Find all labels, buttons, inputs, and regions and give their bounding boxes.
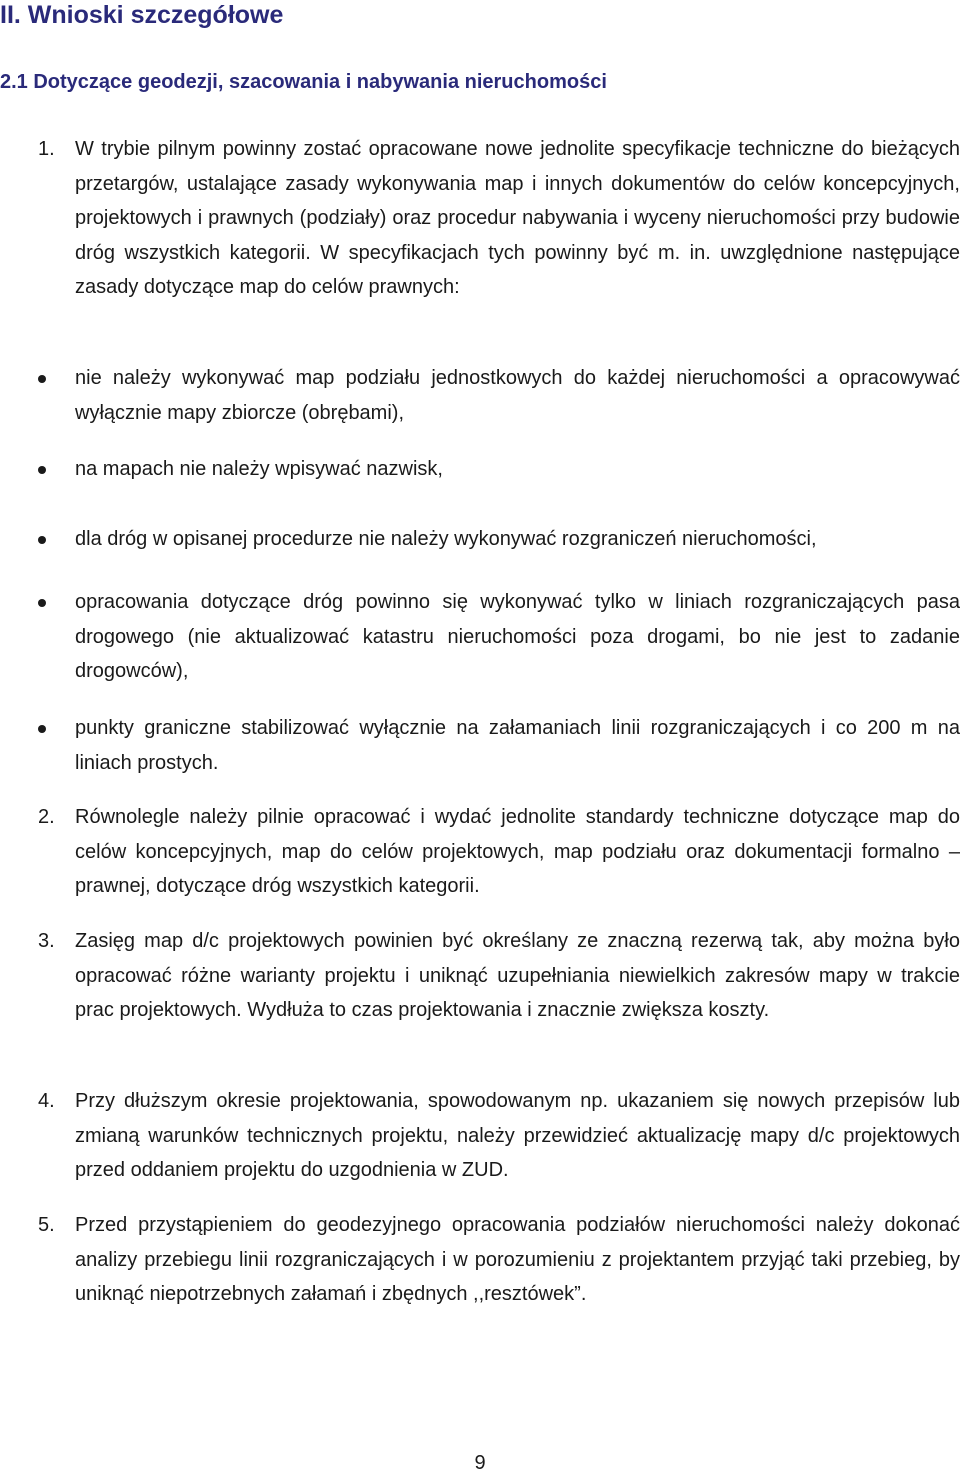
item-number: 1. xyxy=(38,138,55,160)
list-item xyxy=(0,132,960,305)
item-number: 4. xyxy=(38,1090,55,1112)
item-text: Równolegle należy pilnie opracować i wydać jednolite standardy techniczne dotyczące map do celów koncepcyjnych, map do celów projektowych, map podziału oraz dokumentacji formalno – prawnej, dotyczące dróg wszystkich kategorii. xyxy=(75,806,960,897)
bullet-item xyxy=(0,522,960,557)
item-text: Zasięg map d/c projektowych powinien być określany ze znaczną rezerwą tak, aby można było opracować różne warianty projektu i uniknąć uzupełniania niewielkich zakresów mapy w trakcie prac projektowych. Wydłuża to czas projektowania i znacznie zwiększa koszty. xyxy=(75,930,960,1021)
item-text: W trybie pilnym powinny zostać opracowane nowe jednolite specyfikacje techniczne do bieżących przetargów, ustalające zasady wykonywania map i innych dokumentów do celów koncepcyjnych, projektowych i prawnych (podziały) oraz procedur nabywania i wyceny nieruchomości przy budowie dróg wszystkich kategorii. W specyfikacjach tych powinny być m. in. uwzględnione następujące zasady dotyczące map do celów prawnych: xyxy=(75,138,960,298)
subsection-title: 2.1 Dotyczące geodezji, szacowania i nabywania nieruchomości xyxy=(0,71,607,93)
bullet-text: punkty graniczne stabilizować wyłącznie na załamaniach linii rozgraniczających i co 200 m na liniach prostych. xyxy=(75,717,960,774)
section-title: II. Wnioski szczegółowe xyxy=(0,1,284,29)
item-number: 5. xyxy=(38,1214,55,1236)
list-item xyxy=(0,1084,960,1188)
page-number: 9 xyxy=(474,1452,486,1474)
bullet-dot-icon xyxy=(0,711,75,780)
item-number: 3. xyxy=(38,930,55,952)
bullet-dot-icon xyxy=(0,585,75,689)
bullet-dot-icon xyxy=(0,522,75,557)
list-item xyxy=(0,800,960,904)
bullet-text: nie należy wykonywać map podziału jednostkowych do każdej nieruchomości a opracowywać wyłącznie mapy zbiorcze (obrębami), xyxy=(75,367,960,424)
item-text: Przy dłuższym okresie projektowania, spowodowanym np. ukazaniem się nowych przepisów lub zmianą warunków technicznych projektu, należy przewidzieć aktualizację mapy d/c projektowych przed oddaniem projektu do uzgodnienia w ZUD. xyxy=(75,1090,960,1181)
list-item xyxy=(0,1208,960,1312)
bullet-text: na mapach nie należy wpisywać nazwisk, xyxy=(75,458,443,480)
bullet-dot-icon xyxy=(0,361,75,430)
item-number: 2. xyxy=(38,806,55,828)
bullet-item xyxy=(0,711,960,780)
bullet-item xyxy=(0,585,960,689)
bullet-item xyxy=(0,452,960,487)
list-item xyxy=(0,924,960,1028)
bullet-text: dla dróg w opisanej procedurze nie należy wykonywać rozgraniczeń nieruchomości, xyxy=(75,528,817,550)
bullet-item xyxy=(0,361,960,430)
item-text: Przed przystąpieniem do geodezyjnego opracowania podziałów nieruchomości należy dokonać analizy przebiegu linii rozgraniczających i w porozumieniu z projektantem przyjąć taki przebieg, by uniknąć niepotrzebnych załamań i zbędnych ,,resztówek”. xyxy=(75,1214,960,1305)
bullet-text: opracowania dotyczące dróg powinno się wykonywać tylko w liniach rozgraniczających pasa drogowego (nie aktualizować katastru nieruchomości poza drogami, bo nie jest to zadanie drogowców), xyxy=(75,591,960,682)
bullet-dot-icon xyxy=(0,452,75,487)
